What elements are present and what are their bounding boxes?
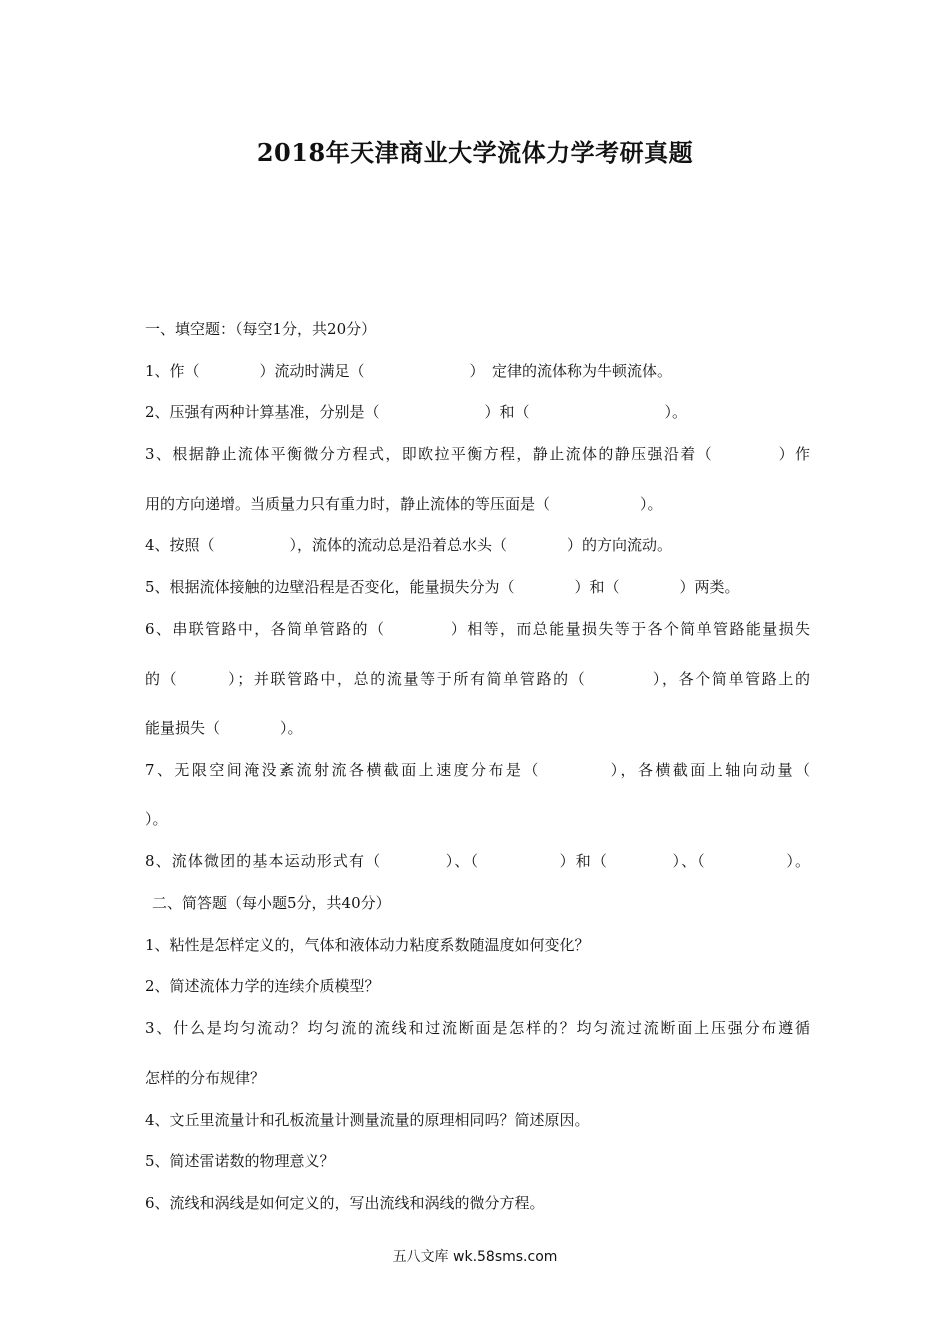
question-1-1: 1、作（ ）流动时满足（ ） 定律的流体称为牛顿流体。: [145, 362, 673, 380]
question-1-7-line-2: ）。: [145, 810, 168, 828]
question-2-4: 4、文丘里流量计和孔板流量计测量流量的原理相同吗？简述原因。: [145, 1111, 590, 1129]
question-1-5: 5、根据流体接触的边壁沿程是否变化，能量损失分为（ ）和（ ）两类。: [145, 578, 740, 596]
question-1-2: 2、压强有两种计算基准，分别是（ ）和（ ）。: [145, 403, 688, 421]
question-2-3-line-2: 怎样的分布规律？: [145, 1069, 266, 1087]
question-1-4: 4、按照（ ），流体的流动总是沿着总水头（ ）的方向流动。: [145, 536, 673, 554]
question-1-8: 8、流体微团的基本运动形式有（ ）、（ ）和（ ）、（ ）。: [145, 852, 810, 870]
question-2-3-line-1: 3、什么是均匀流动？均匀流的流线和过流断面是怎样的？均匀流过流断面上压强分布遵循: [145, 1019, 810, 1037]
section-1-heading: 一、填空题：（每空1分，共20分）: [145, 320, 377, 338]
question-2-6: 6、流线和涡线是如何定义的，写出流线和涡线的微分方程。: [145, 1194, 545, 1212]
footer-watermark: 五八文库 wk.58sms.com: [392, 1249, 558, 1265]
section-2-heading: 二、简答题（每小题5分，共40分）: [152, 894, 391, 912]
question-1-7-line-1: 7、无限空间淹没紊流射流各横截面上速度分布是（ ），各横截面上轴向动量（: [145, 761, 810, 779]
question-1-6-line-2: 的（ ）；并联管路中，总的流量等于所有简单管路的（ ），各个简单管路上的: [145, 670, 810, 688]
question-1-6-line-1: 6、串联管路中，各简单管路的（ ）相等，而总能量损失等于各个简单管路能量损失: [145, 620, 810, 638]
question-1-6-line-3: 能量损失（ ）。: [145, 719, 303, 737]
question-1-3-line-1: 3、根据静止流体平衡微分方程式，即欧拉平衡方程，静止流体的静压强沿着（ ）作: [145, 445, 810, 463]
question-1-3-line-2: 用的方向递增。当质量力只有重力时，静止流体的等压面是（ ）。: [145, 495, 663, 513]
question-2-1: 1、粘性是怎样定义的，气体和液体动力粘度系数随温度如何变化？: [145, 936, 590, 954]
question-2-5: 5、简述雷诺数的物理意义？: [145, 1152, 335, 1170]
question-2-2: 2、简述流体力学的连续介质模型？: [145, 977, 380, 995]
page-title: 2018年天津商业大学流体力学考研真题: [256, 138, 694, 167]
